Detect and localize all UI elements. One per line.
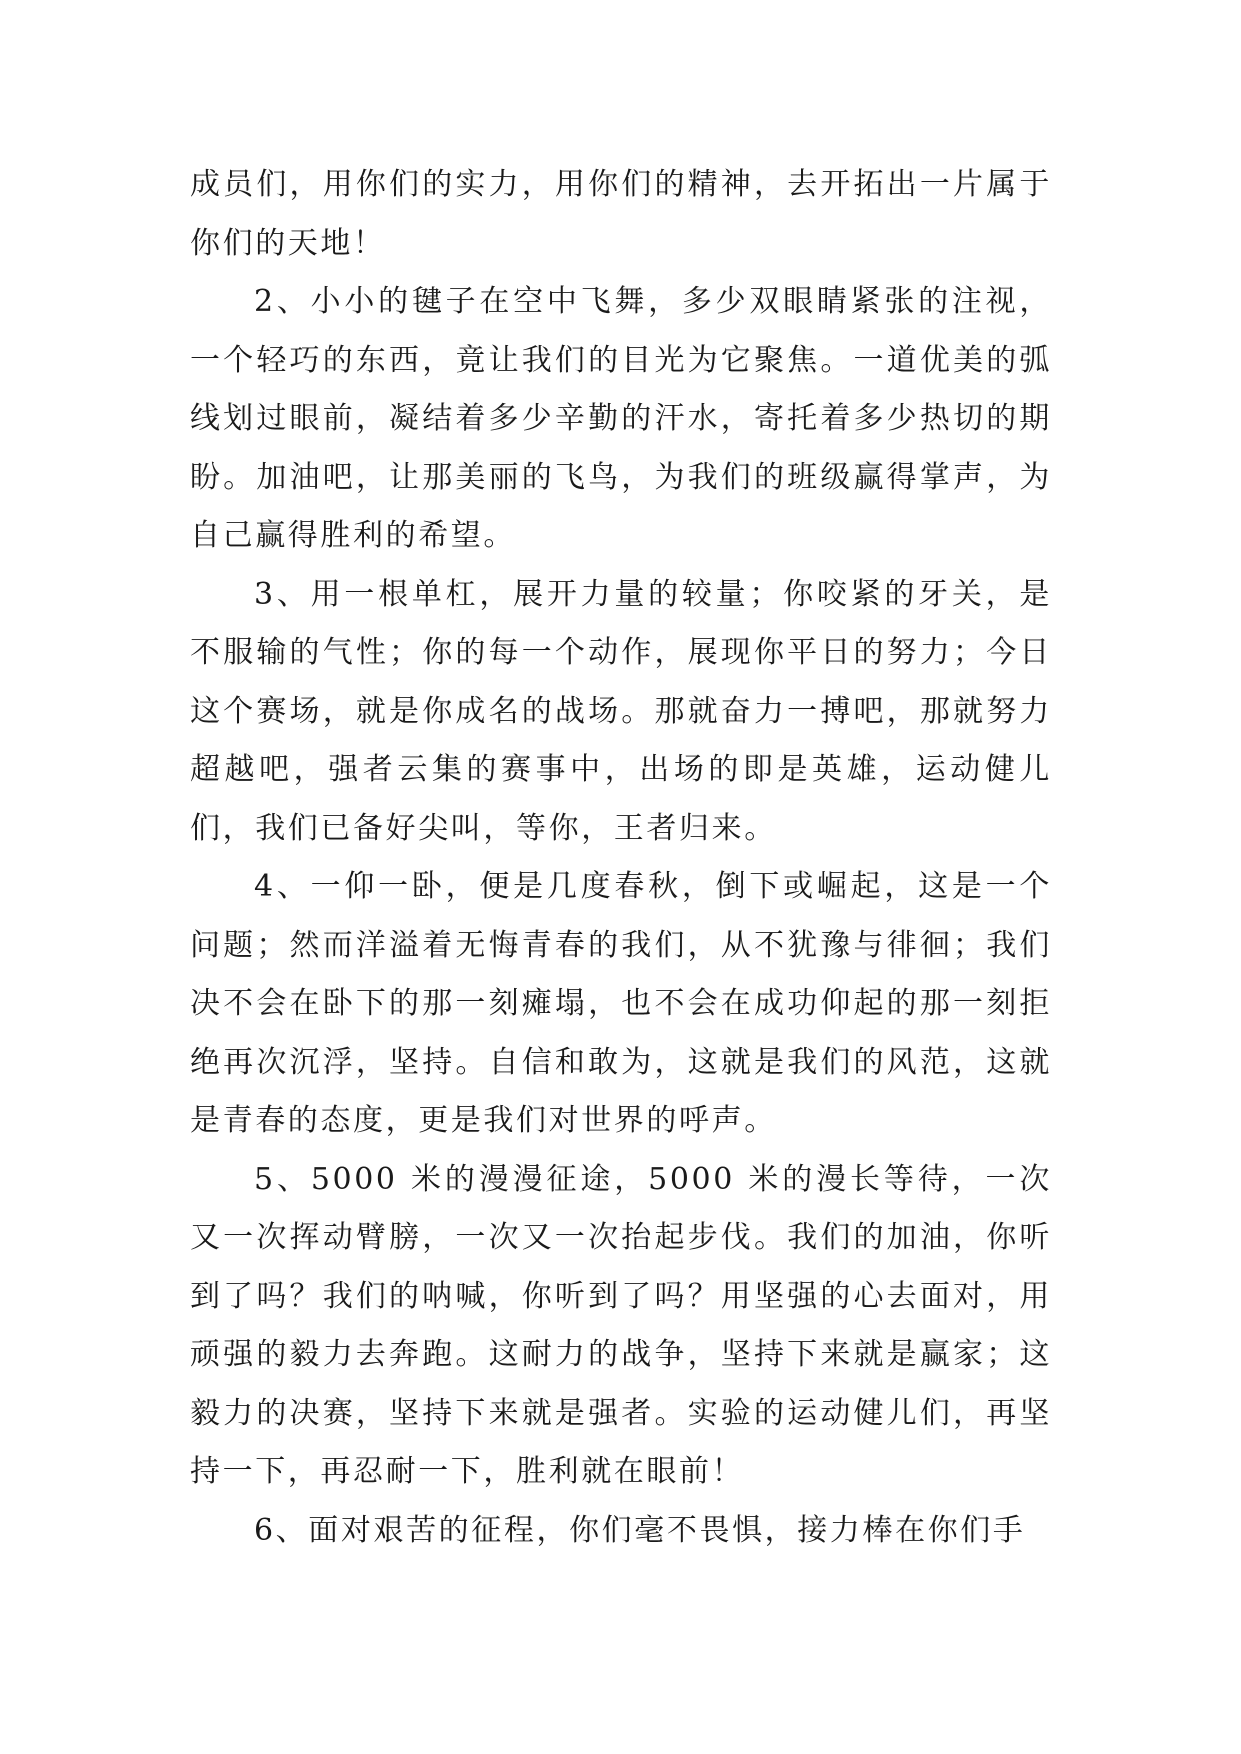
paragraph-6: 6、面对艰苦的征程，你们毫不畏惧，接力棒在你们手: [254, 1512, 1026, 1548]
paragraph-3: 3、用一根单杠，展开力量的较量；你咬紧的牙关，是不服输的气性；你的每一个动作，展现你平日的努力；今日这个赛场，就是你成名的战场。那就奋力一搏吧，那就努力超越吧，强者云集的赛事中，出场的即是英雄，运动健儿们，我们已备好尖叫，等你，王者归来。: [190, 576, 1052, 846]
paragraph-2: 2、小小的毽子在空中飞舞，多少双眼睛紧张的注视，一个轻巧的东西，竟让我们的目光为它聚焦。一道优美的弧线划过眼前，凝结着多少辛勤的汗水，寄托着多少热切的期盼。加油吧，让那美丽的飞鸟，为我们的班级赢得掌声，为自己赢得胜利的希望。: [190, 284, 1052, 553]
paragraph-5: 5、5000 米的漫漫征途，5000 米的漫长等待，一次又一次挥动臂膀，一次又一次抬起步伐。我们的加油，你听到了吗？我们的呐喊，你听到了吗？用坚强的心去面对，用顽强的毅力去奔跑。这耐力的战争，坚持下来就是赢家；这毅力的决赛，坚持下来就是强者。实验的运动健儿们，再坚持一下，再忍耐一下，胜利就在眼前！: [190, 1161, 1052, 1489]
paragraph-4: 4、一仰一卧，便是几度春秋，倒下或崛起，这是一个问题；然而洋溢着无悔青春的我们，从不犹豫与徘徊；我们决不会在卧下的那一刻瘫塌，也不会在成功仰起的那一刻拒绝再次沉浮，坚持。自信和敢为，这就是我们的风范，这就是青春的态度，更是我们对世界的呼声。: [190, 869, 1052, 1138]
document-body: [190, 156, 1052, 1560]
paragraph-continued: 成员们，用你们的实力，用你们的精神，去开拓出一片属于你们的天地！: [190, 167, 1052, 261]
